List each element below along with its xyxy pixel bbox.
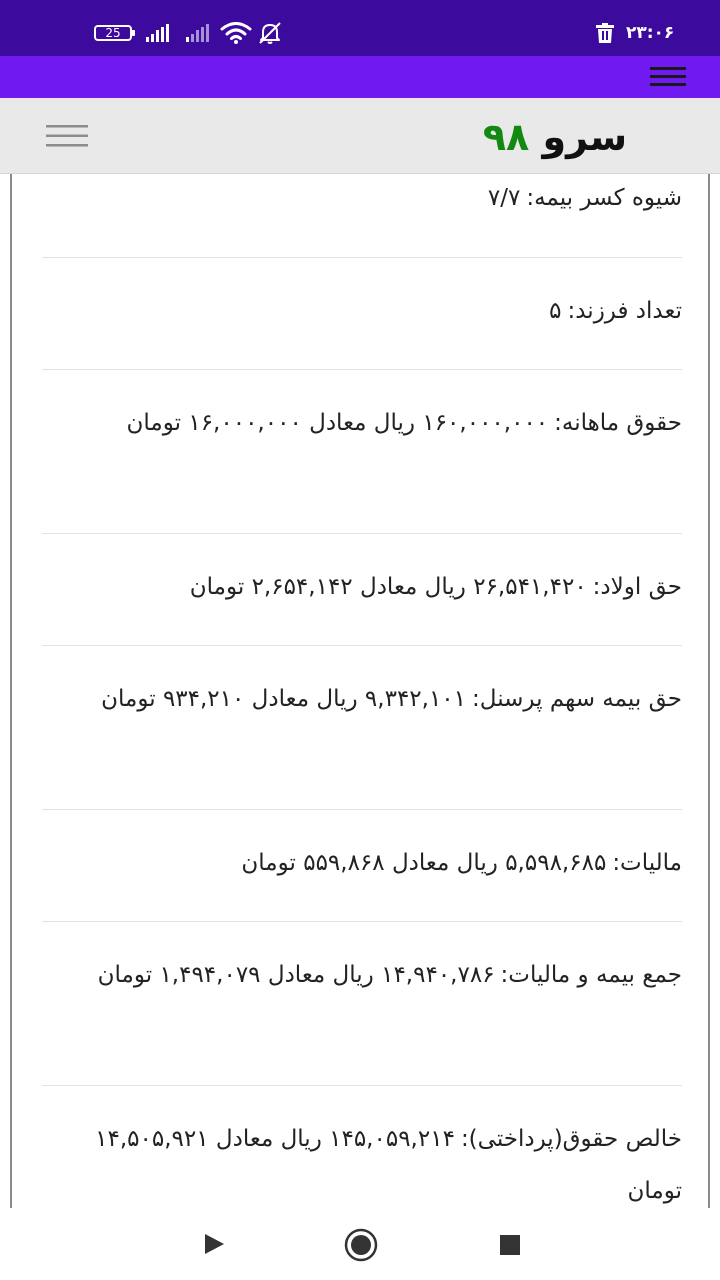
row-net-salary [42,1113,682,1208]
signal-icon [186,24,212,42]
row-label: حق بیمه سهم پرسنل: [472,686,682,712]
divider [42,809,682,810]
divider [42,921,682,922]
row-tax [42,837,682,889]
clock: ۲۳:۰۶ [626,23,675,43]
divider [42,645,682,646]
row-label: تعداد فرزند: [567,298,682,324]
hamburger-icon[interactable] [46,124,88,148]
row-label: جمع بیمه و مالیات: [500,962,682,988]
row-label: حقوق ماهانه: [554,410,682,436]
row-label: حق اولاد: [592,574,682,600]
signal-icon [146,24,172,42]
recents-icon[interactable] [499,1234,521,1256]
row-label: شیوه کسر بیمه: [526,185,682,211]
logo-text: سرو [542,115,628,159]
battery-level: 25 [105,26,121,40]
row-value: ۱۶۰,۰۰۰,۰۰۰ ریال معادل ۱۶,۰۰۰,۰۰۰ تومان [126,410,549,436]
status-bar [0,0,720,56]
site-logo[interactable] [470,112,640,162]
row-insurance-and-tax-total [42,949,682,1001]
row-value: ۷/۷ [487,185,521,211]
row-label: مالیات: [612,850,682,876]
row-value: ۲۶,۵۴۱,۴۲۰ ریال معادل ۲,۶۵۴,۱۴۲ تومان [189,574,587,600]
row-employee-insurance [42,673,682,725]
bell-off-icon [258,22,282,44]
salary-details-card [10,174,710,1208]
row-child-allowance [42,561,682,613]
battery-icon [94,25,132,41]
row-label: خالص حقوق(پرداختی): [460,1126,682,1152]
row-value: ۱۴۵,۰۵۹,۲۱۴ ریال معادل ۱۴,۵۰۵,۹۲۱ تومان [95,1126,682,1204]
divider [42,533,682,534]
home-icon[interactable] [344,1228,378,1262]
divider [42,1085,682,1086]
menu-icon[interactable] [650,66,686,88]
row-monthly-salary [42,397,682,449]
logo-number: ۹۸ [482,115,530,159]
row-value: ۵ [549,298,562,324]
divider [42,257,682,258]
back-icon[interactable] [202,1232,226,1256]
row-children-count [42,285,682,337]
divider [42,369,682,370]
row-value: ۵,۵۹۸,۶۸۵ ریال معادل ۵۵۹,۸۶۸ تومان [241,850,607,876]
row-value: ۹,۳۴۲,۱۰۱ ریال معادل ۹۳۴,۲۱۰ تومان [101,686,467,712]
app-bar [0,56,720,98]
row-insurance-method [42,174,682,224]
trash-icon [596,23,614,43]
row-value: ۱۴,۹۴۰,۷۸۶ ریال معادل ۱,۴۹۴,۰۷۹ تومان [97,962,495,988]
wifi-icon [220,22,252,44]
